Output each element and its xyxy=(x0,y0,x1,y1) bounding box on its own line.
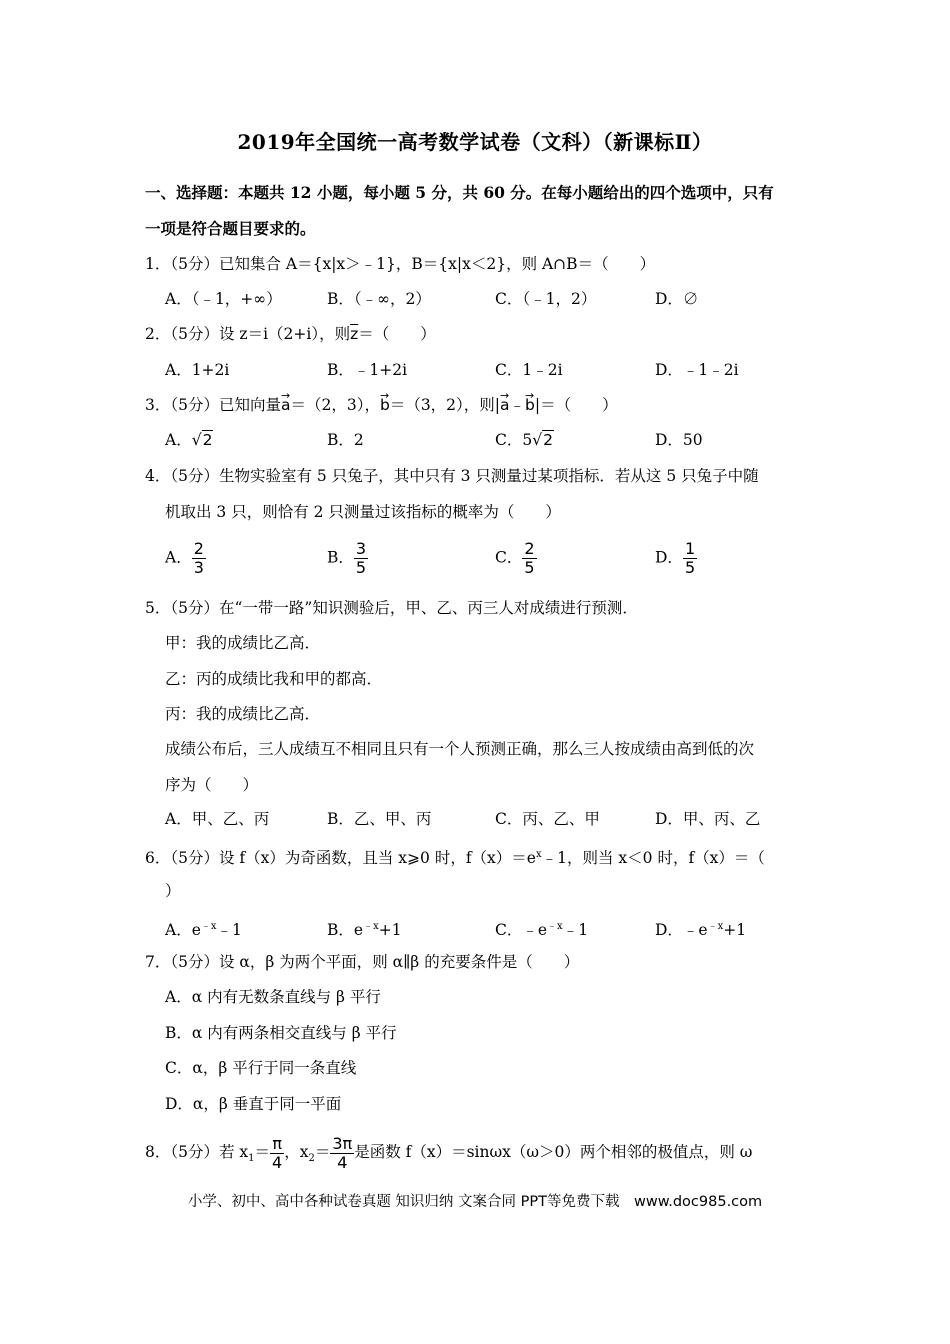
numerator: 2 xyxy=(524,539,535,558)
vector-a-2: → a xyxy=(500,394,510,416)
option-text: C．﹣e xyxy=(495,921,548,940)
option-text: A．e xyxy=(165,921,201,940)
q8-post: 是函数 f（x）＝sinωx（ω＞0）两个相邻的极值点，则 ω xyxy=(354,1143,753,1161)
question-3-option-a xyxy=(165,429,213,451)
question-1-option-a: A．（﹣1，+∞） xyxy=(165,290,282,308)
question-3-stem xyxy=(145,394,618,416)
subscript: 1 xyxy=(248,1153,255,1165)
question-3-minus: ﹣ xyxy=(509,396,526,414)
question-6-option-a xyxy=(165,916,242,941)
q8-pre: 8．（5分）若 x xyxy=(145,1143,249,1161)
question-6-option-d xyxy=(655,916,746,941)
question-8-stem xyxy=(145,1130,752,1181)
vector-b: → b xyxy=(380,394,390,416)
exponent: x xyxy=(535,849,542,860)
question-3-option-d: D．50 xyxy=(655,431,703,449)
option-label: D． xyxy=(655,548,683,567)
fraction xyxy=(354,540,368,577)
question-5-option-b: B．乙、甲、丙 xyxy=(327,810,432,828)
denominator: 3 xyxy=(193,558,204,577)
option-text-post: +1 xyxy=(723,921,747,940)
sqrt-radicand: 2 xyxy=(202,431,213,449)
question-5-line5: 成绩公布后，三人成绩互不相同且只有一个人预测正确，那么三人按成绩由高到低的次 xyxy=(165,740,755,758)
question-3-stem-pre: 3．（5分）已知向量 xyxy=(145,396,281,414)
question-5-option-c: C．丙、乙、甲 xyxy=(495,810,600,828)
denominator: 4 xyxy=(337,1152,348,1172)
fraction xyxy=(330,1135,354,1172)
question-1-stem: 1．（5分）已知集合 A＝{x|x＞﹣1}，B＝{x|x＜2}，则 A∩B＝（ ） xyxy=(145,255,656,273)
numerator: 3π xyxy=(332,1133,353,1153)
exponent: ﹣x xyxy=(363,921,379,932)
option-label: C． xyxy=(495,548,523,567)
question-5-line1: 5．（5分）在“一带一路”知识测验后，甲、乙、丙三人对成绩进行预测． xyxy=(145,599,638,617)
question-6-option-c xyxy=(495,916,588,941)
question-2-option-d: D．﹣1﹣2i xyxy=(655,361,739,379)
option-text: D．﹣e xyxy=(655,921,708,940)
q6-line1-post: ﹣1，则当 x＜0 时，f（x）＝（ xyxy=(541,849,765,868)
option-text-post: ﹣1 xyxy=(562,921,589,940)
fraction xyxy=(522,540,536,577)
question-4-line1: 4．（5分）生物实验室有 5 只兔子，其中只有 3 只测量过某项指标．若从这 5 只兔子中随 xyxy=(145,467,759,485)
vector-b-2: → b xyxy=(525,394,535,416)
q8-mid: ，x xyxy=(284,1143,309,1161)
numerator: π xyxy=(270,1135,284,1154)
equals: ＝ xyxy=(254,1143,271,1161)
sqrt-radicand: 2 xyxy=(543,431,553,449)
numerator: 1 xyxy=(684,539,696,558)
q6-line1-pre: 6．（5分）设 f（x）为奇函数，且当 x⩾0 时，f（x）＝e xyxy=(145,849,536,868)
denominator: 5 xyxy=(684,558,696,577)
fraction xyxy=(683,540,697,577)
question-1-option-d: D．∅ xyxy=(655,290,699,308)
question-5-line4: 丙：我的成绩比乙高． xyxy=(165,705,321,723)
denominator: 5 xyxy=(524,558,535,577)
denominator: 5 xyxy=(355,558,367,577)
page-title: 2019年全国统一高考数学试卷（文科）（新课标Ⅱ） xyxy=(237,130,713,154)
question-3-mid2: ＝（3，2），则| xyxy=(389,396,501,414)
question-4-option-d xyxy=(655,540,697,577)
option-label: A． xyxy=(165,431,192,449)
question-3-mid1: ＝（2，3）， xyxy=(290,396,380,414)
exponent: ﹣x xyxy=(547,921,563,932)
equals: ＝ xyxy=(314,1143,331,1161)
question-3-option-c xyxy=(495,429,554,451)
question-4-line2: 机取出 3 只，则恰有 2 只测量过该指标的概率为（ ） xyxy=(165,503,561,521)
sqrt-symbol: √2 xyxy=(191,431,213,449)
question-3-option-b: B．2 xyxy=(327,431,364,449)
question-7-option-c: C．α，β 平行于同一条直线 xyxy=(165,1059,357,1077)
option-label: B． xyxy=(327,548,354,567)
question-4-option-b xyxy=(327,540,368,577)
question-6-line1 xyxy=(145,844,765,869)
footer-watermark: 小学、初中、高中各种试卷真题 知识归纳 文案合同 PPT等免费下载 www.doc985.com xyxy=(187,1194,763,1210)
question-1-option-b: B．（﹣∞，2） xyxy=(327,290,431,308)
question-2-stem-pre: 2．（5分）设 z＝i（2+i），则 xyxy=(145,325,351,343)
question-7-option-d: D．α，β 垂直于同一平面 xyxy=(165,1095,342,1113)
option-text-post: +1 xyxy=(378,921,402,940)
section-header-line2: 一项是符合题目要求的。 xyxy=(145,219,316,238)
question-4-option-c xyxy=(495,540,537,577)
exponent: ﹣x xyxy=(200,921,217,932)
vector-a: → a xyxy=(281,394,291,416)
numerator: 2 xyxy=(193,539,204,558)
question-1-option-c: C．（﹣1，2） xyxy=(495,290,597,308)
question-4-option-a xyxy=(165,540,206,577)
question-2-option-c: C．1﹣2i xyxy=(495,361,563,379)
question-2-stem-post: ＝（ ） xyxy=(358,325,436,343)
question-6-option-b xyxy=(327,916,402,941)
fraction xyxy=(270,1135,284,1172)
question-7-option-a: A．α 内有无数条直线与 β 平行 xyxy=(165,988,381,1006)
question-2-option-a: A．1+2i xyxy=(165,361,230,379)
question-2-stem xyxy=(145,323,436,345)
denominator: 4 xyxy=(272,1152,283,1172)
question-5-line6: 序为（ ） xyxy=(165,776,259,794)
option-label: C．5 xyxy=(495,431,533,449)
question-5-line3: 乙：丙的成绩比我和甲的都高． xyxy=(165,670,383,688)
fraction xyxy=(192,540,206,577)
exponent: ﹣x xyxy=(707,921,724,932)
numerator: 3 xyxy=(355,539,367,558)
section-header-line1: 一、选择题：本题共 12 小题，每小题 5 分，共 60 分。在每小题给出的四个选项中，只有 xyxy=(145,183,774,202)
sqrt-symbol: √2 xyxy=(532,431,553,449)
z-conjugate: $\overline{z}$ xyxy=(350,325,359,343)
option-text: B．e xyxy=(327,921,364,940)
option-label: A． xyxy=(165,548,192,567)
question-3-stem-post: |＝（ ） xyxy=(534,396,618,414)
question-5-option-d: D．甲、丙、乙 xyxy=(655,810,761,828)
question-7-option-b: B．α 内有两条相交直线与 β 平行 xyxy=(165,1024,397,1042)
question-2-option-b: B．﹣1+2i xyxy=(327,361,408,379)
option-text-post: ﹣1 xyxy=(216,921,242,940)
question-7-stem: 7．（5分）设 α，β 为两个平面，则 α∥β 的充要条件是（ ） xyxy=(145,953,580,971)
question-5-line2: 甲：我的成绩比乙高． xyxy=(165,634,321,652)
subscript: 2 xyxy=(308,1153,315,1165)
question-6-line2: ） xyxy=(165,882,181,900)
question-5-option-a: A．甲、乙、丙 xyxy=(165,810,270,828)
